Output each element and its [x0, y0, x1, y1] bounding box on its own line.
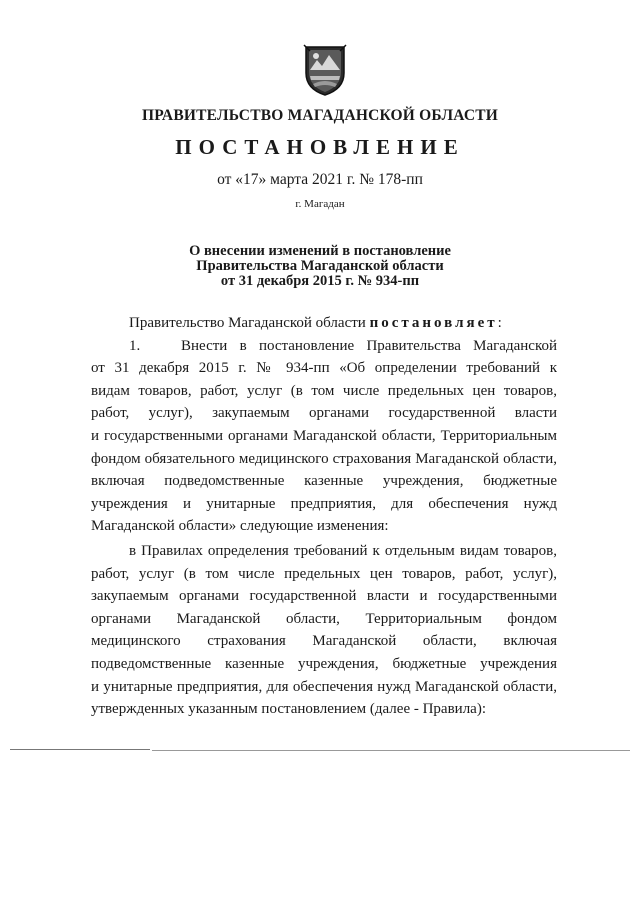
decree-date-number: от «17» марта 2021 г. № 178-пп [217, 171, 423, 188]
title-line: О внесении изменений в постановление [189, 243, 451, 259]
body-text [91, 312, 557, 721]
document-type: ПОСТАНОВЛЕНИЕ [175, 135, 465, 159]
paragraph-line: утвержденных указанным постановлением (далее - Правила): [91, 701, 487, 718]
paragraph-line: учреждения и унитарные предприятия, для обеспечения нужд [91, 495, 557, 512]
intro-line [91, 312, 557, 335]
paragraph-line: работ, услуг (в том числе предельных цен товаров, работ, услуг), [91, 565, 557, 582]
paragraph-line: включая подведомственные казенные учреждения, бюджетные [91, 473, 557, 490]
paragraph-line: Магаданской области» следующие изменения: [91, 518, 389, 535]
paragraph-line: фондом обязательного медицинского страхования Магаданской области, [91, 450, 557, 467]
footer-divider [10, 749, 150, 750]
paragraph-line: в Правилах определения требований к отдельным видам товаров, [129, 542, 557, 559]
footer-divider [152, 750, 630, 751]
city-name: г. Магадан [295, 198, 345, 210]
paragraph-line: закупаемым органами государственной власти и государственными [91, 588, 557, 605]
paragraph-line: от 31 декабря 2015 г. № 934-пп «Об определении требований к [91, 360, 557, 377]
title-line: Правительства Магаданской области [196, 258, 444, 274]
paragraph-line: работ, услуг), закупаемым органами государственной власти [91, 405, 557, 422]
intro-text: Правительство Магаданской области [129, 315, 370, 331]
paragraph-line: и унитарные предприятия, для обеспечения нужд Магаданской области, [91, 678, 557, 695]
title-line: от 31 декабря 2015 г. № 934-пп [220, 273, 420, 289]
item-number: 1. [129, 337, 141, 354]
paragraph-line: органами Магаданской области, Территориальным фондом [91, 610, 557, 627]
paragraph-line: подведомственные казенные учреждения, бюджетные учреждения [91, 655, 557, 672]
government-name: ПРАВИТЕЛЬСТВО МАГАДАНСКОЙ ОБЛАСТИ [141, 107, 499, 124]
paragraph-line: видам товаров, работ, услуг (в том числе предельных цен товаров, [91, 382, 557, 399]
paragraph-line: и государственными органами Магаданской области, Территориальным [91, 427, 557, 444]
document-title [0, 244, 640, 289]
paragraph-line: медицинского страхования Магаданской области, включая [91, 633, 557, 650]
intro-colon: : [497, 315, 502, 331]
intro-spaced-verb: постановляет [369, 315, 498, 331]
paragraph-line: 1. Внести в постановление Правительства Магаданской [91, 335, 557, 358]
coat-of-arms-icon [302, 43, 348, 97]
